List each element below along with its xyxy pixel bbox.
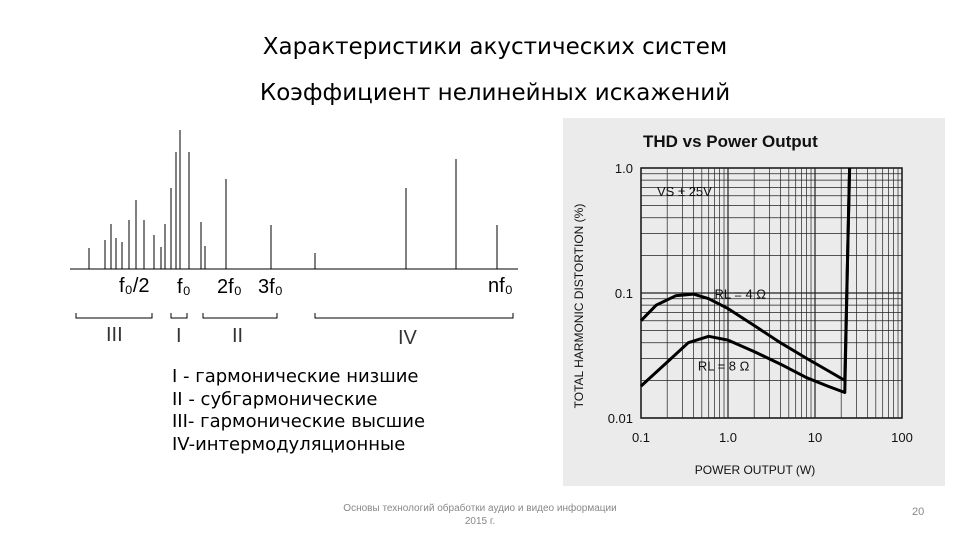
chart-grid [641, 168, 902, 418]
harmonic-label-2f0: 2f₀ [217, 276, 242, 298]
distortion-legend [172, 366, 425, 456]
region-label-i: I [176, 325, 182, 347]
slide-footer [330, 502, 630, 528]
spectrum-diagram [0, 0, 540, 360]
region-bracket-i [171, 313, 187, 318]
page-number: 20 [912, 506, 925, 518]
thd-chart [563, 118, 945, 486]
series-label: RL = 4 Ω [714, 286, 767, 302]
harmonic-label-f0: f₀ [177, 276, 191, 298]
x-tick-label: 0.1 [631, 430, 651, 445]
y-tick-label: 0.1 [614, 286, 633, 301]
harmonic-label-3f0: 3f₀ [258, 276, 283, 298]
spectrum-lines [70, 130, 518, 269]
y-tick-label: 1.0 [614, 161, 633, 176]
footer-year: 2015 г. [464, 516, 496, 527]
legend-item-ii: II - субгармонические [172, 388, 378, 410]
series-label: RL = 8 Ω [697, 358, 750, 374]
supply-annotation: VS ± 25V [657, 184, 712, 199]
y-axis-label: TOTAL HARMONIC DISTORTION (%) [572, 203, 586, 409]
x-tick-label: 10 [807, 430, 823, 445]
region-bracket-ii [203, 313, 277, 318]
harmonic-label-half: f₀/2 [119, 275, 150, 297]
legend-item-iii: III- гармонические высшие [172, 411, 426, 432]
slide-title: Характеристики акустических систем [262, 34, 728, 60]
region-brackets [76, 313, 513, 318]
x-tick-label: 1.0 [718, 430, 738, 445]
region-label-iii: III [106, 324, 123, 346]
slide-subtitle: Коэффициент нелинейных искажений [259, 80, 731, 106]
x-tick-label: 100 [891, 430, 913, 445]
region-bracket-iv [315, 313, 513, 318]
y-tick-label: 0.01 [607, 411, 633, 426]
legend-item-iv: IV-интермодуляционные [172, 433, 406, 455]
region-bracket-iii [76, 313, 152, 318]
legend-item-i: I - гармонические низшие [172, 366, 419, 387]
chart-title: THD vs Power Output [643, 132, 818, 151]
x-axis-label: POWER OUTPUT (W) [694, 463, 816, 477]
footer-course: Основы технологий обработки аудио и видео информации [343, 503, 617, 514]
harmonic-label-nf0: nf₀ [488, 275, 513, 297]
region-label-iv: IV [398, 327, 417, 349]
region-label-ii: II [232, 325, 244, 347]
